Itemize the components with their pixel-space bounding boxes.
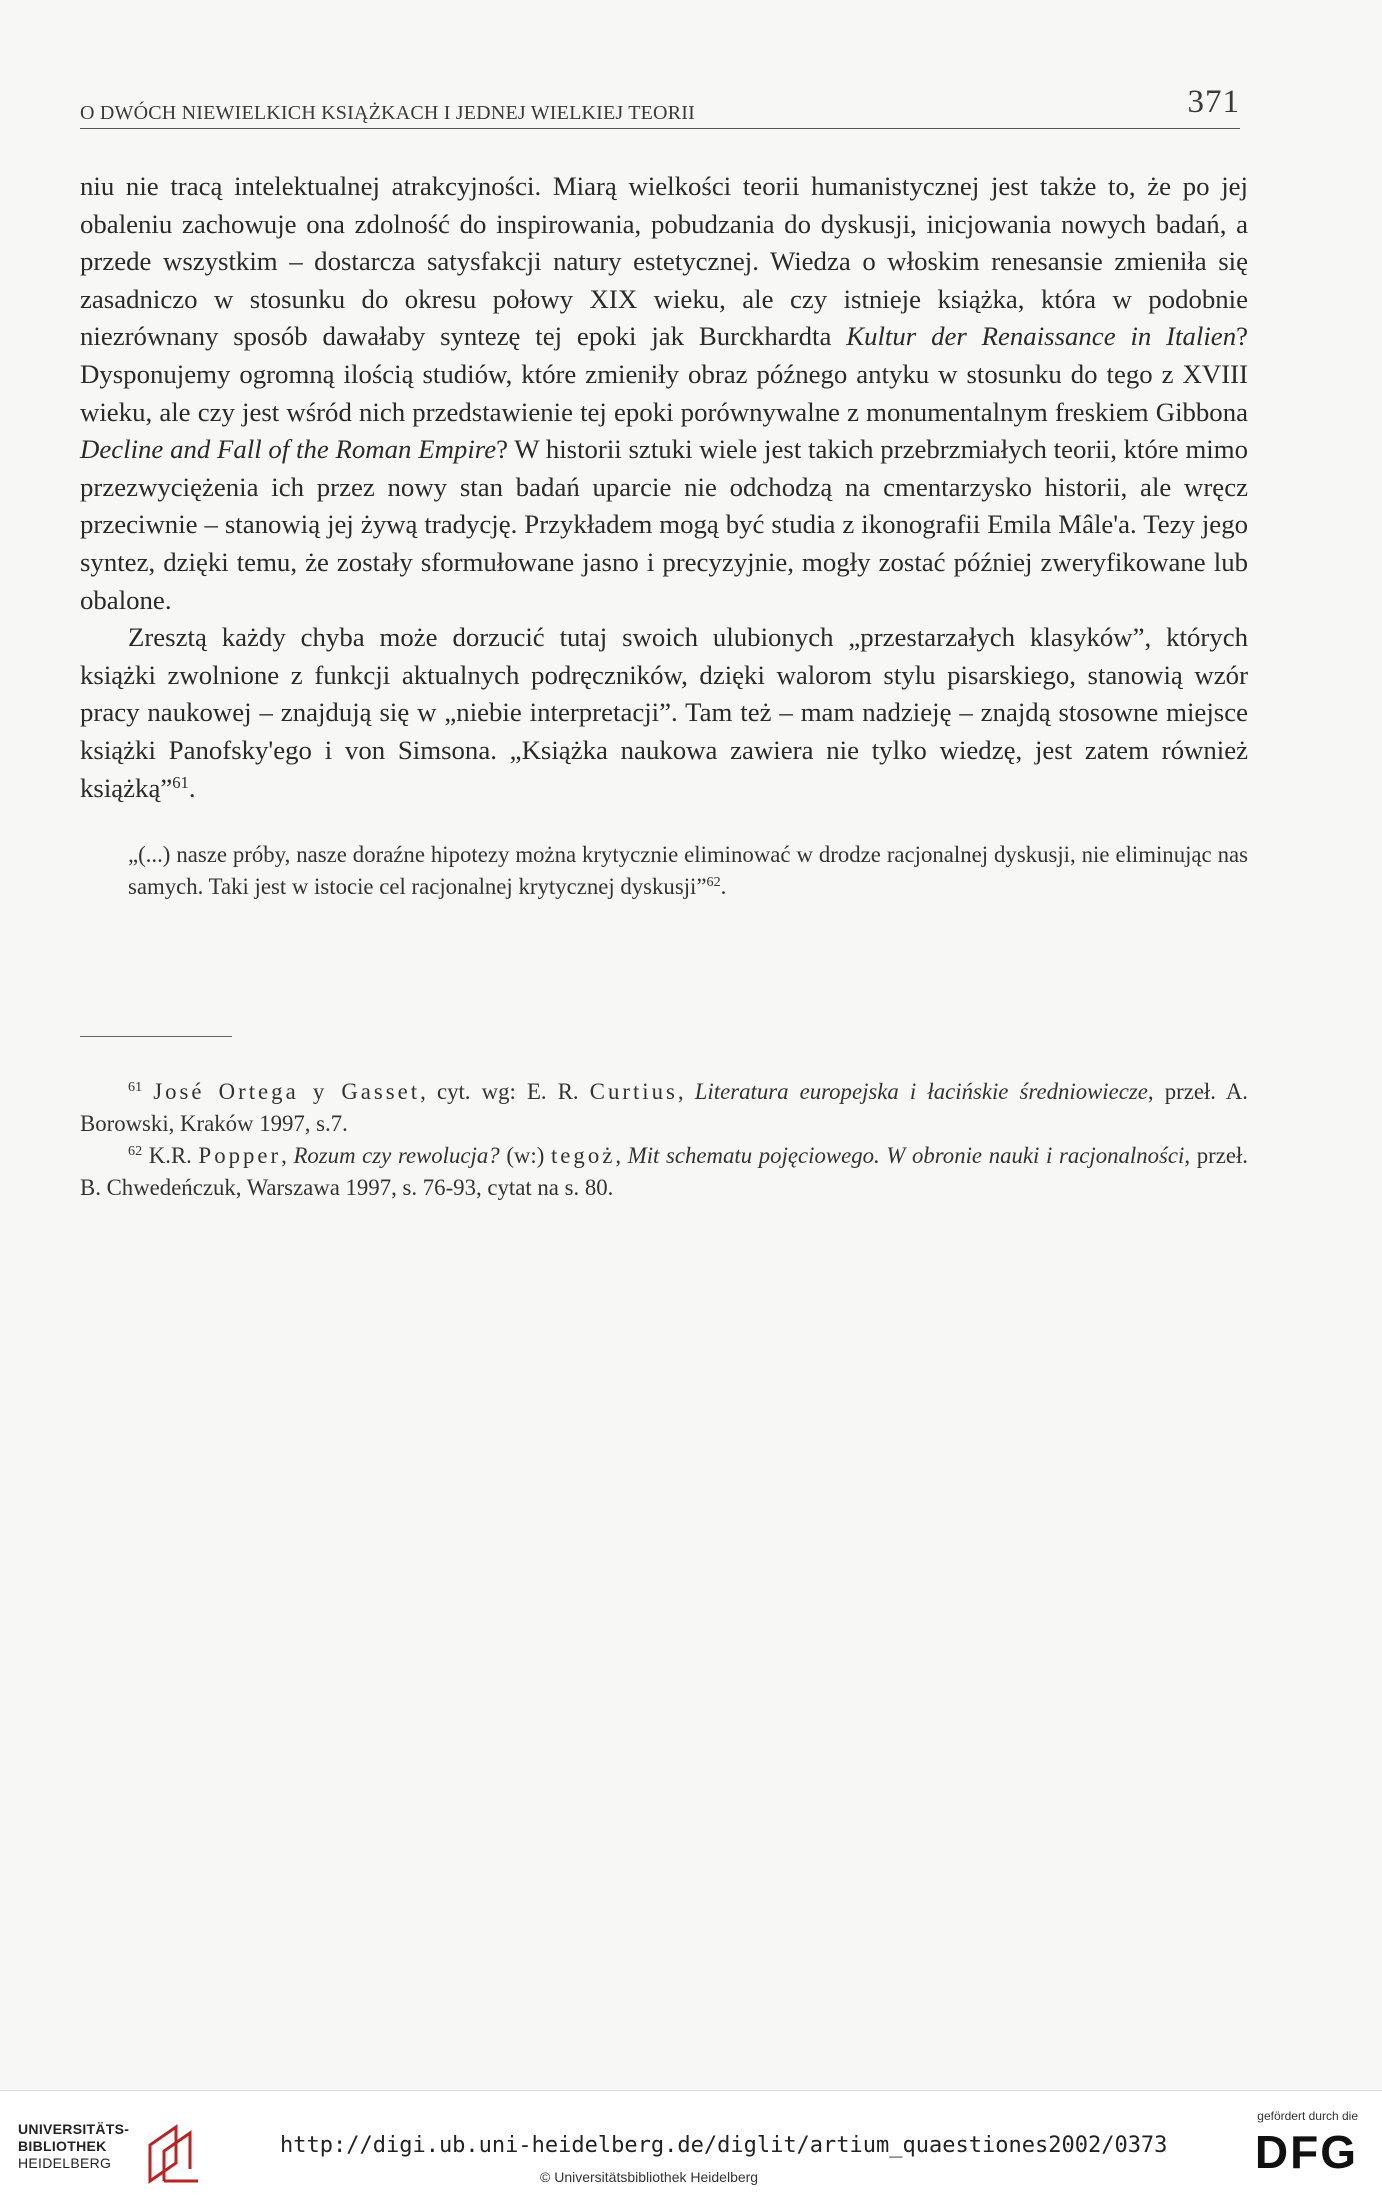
footnote-title: Mit schematu pojęciowego. W obronie nauki i racjonalności — [627, 1143, 1185, 1168]
paragraph-1-text-b: ? Dysponujemy ogromną ilością studiów, które zmieniły obraz późnego antyku w stosunku do tego z XVIII wieku, ale czy jest wśród nich przedstawienie tej epoki porównywalne z monumentalnym freskiem Gibbona — [80, 321, 1248, 427]
page-number: 371 — [1187, 84, 1240, 120]
footnote-text: , przeł. B. Chwedeńczuk, Warszawa 1997, s. 76-93, cytat na s. 80. — [80, 1143, 1248, 1200]
book-title-burckhardt: Kultur der Renaissance in Italien — [846, 321, 1237, 352]
footnote-author: Popper — [198, 1143, 282, 1168]
footnote-author: José Ortega y Gasset — [153, 1079, 421, 1104]
block-quote — [128, 839, 1248, 903]
footnote-author: tegoż — [550, 1143, 616, 1168]
digitization-footer — [0, 2090, 1382, 2198]
paragraph-1-text-c: ? W historii sztuki wiele jest takich przebrzmiałych teorii, które mimo przezwyciężenia ich przez nowy stan badań uparcie nie odchodzą na cmentarzysko historii, ale wręcz przeciwnie – stanowią jej żywą tradycję. Przykładem mogą być studia z ikonografii Emila Mâle'a. Tezy jego syntez, dzięki temu, że zostały sformułowane jasno i precyzyjnie, mogły zostać później zweryfikowane lub obalone. — [80, 434, 1248, 615]
page-header — [80, 84, 1240, 134]
paragraph-2-end: . — [188, 772, 196, 803]
footnote-author: Curtius — [589, 1079, 678, 1104]
header-rule — [80, 128, 1240, 129]
block-quote-end: . — [720, 874, 727, 900]
library-mark-icon — [146, 2123, 202, 2185]
footnote-ref-61[interactable]: 61 — [172, 772, 189, 792]
footnote-ref-62[interactable]: 62 — [706, 874, 721, 891]
paragraph-2 — [80, 619, 1248, 807]
footnote-61 — [80, 1076, 1248, 1140]
permalink[interactable]: http://digi.ub.uni-heidelberg.de/diglit/artium_quaestiones2002/0373 — [280, 2133, 1168, 2158]
footnote-text: K.R. — [148, 1143, 199, 1168]
main-text — [80, 168, 1248, 903]
footnote-number: 61 — [128, 1079, 143, 1096]
library-name-line: UNIVERSITÄTS- — [18, 2121, 130, 2137]
dfg-wordmark: DFG — [1254, 2126, 1358, 2178]
paragraph-2-text: Zresztą każdy chyba może dorzucić tutaj swoich ulubionych „przestarzałych klasyków”, których książki zwolnione z funkcji aktualnych podręczników, dzięki walorom stylu pisarskiego, stanowią wzór pracy naukowej – znajdują się w „niebie interpretacji”. Tam też – mam nadzieję – znajdą stosowne miejsce książki Panofsky'ego i von Simsona. „Książka naukowa zawiera nie tylko wiedzę, jest zatem również książką” — [80, 622, 1248, 803]
running-head: O DWÓCH NIEWIELKICH KSIĄŻKACH I JEDNEJ WIELKIEJ TEORII — [80, 102, 695, 124]
footnote-text: , — [615, 1143, 628, 1168]
footnote-text: , przeł. A. Borowski, Kraków 1997, s.7. — [80, 1079, 1249, 1136]
footnote-text: , cyt. wg: E. R. — [420, 1079, 590, 1104]
footnote-62 — [80, 1140, 1248, 1204]
footnote-title: Rozum czy rewolucja? — [293, 1143, 500, 1168]
footnote-text: (w:) — [499, 1143, 551, 1168]
funded-by-label: gefördert durch die — [1257, 2109, 1358, 2123]
footnotes — [80, 1076, 1248, 1204]
copyright: © Universitätsbibliothek Heidelberg — [540, 2169, 759, 2185]
footnote-text: , — [677, 1079, 695, 1104]
block-quote-text: „(...) nasze próby, nasze doraźne hipotezy można krytycznie eliminować w drodze racjonalnej dyskusji, nie eliminując nas samych. Taki jest w istocie cel racjonalnej krytycznej dyskusji” — [128, 842, 1248, 900]
paragraph-1-text-a: niu nie tracą intelektualnej atrakcyjności. Miarą wielkości teorii humanistycznej jest także to, że po jej obaleniu zachowuje ona zdolność do inspirowania, pobudzania do dyskusji, inicjowania nowych badań, a przede wszystkim – dostarcza satysfakcji natury estetycznej. Wiedza o włoskim renesansie zmieniła się zasadniczo w stosunku do okresu połowy XIX wieku, ale czy istnieje książka, która w podobnie niezrównany sposób dawałaby syntezę tej epoki jak Burckhardta — [80, 171, 1248, 352]
library-logo[interactable] — [18, 2121, 208, 2191]
footnote-rule — [80, 1036, 232, 1037]
dfg-logo[interactable] — [1228, 2109, 1358, 2189]
library-name-line: HEIDELBERG — [18, 2155, 112, 2171]
book-title-gibbon: Decline and Fall of the Roman Empire — [80, 434, 497, 465]
footnote-title: Literatura europejska i łacińskie średniowiecze — [694, 1079, 1148, 1104]
library-name-line: BIBLIOTHEK — [18, 2138, 107, 2154]
footnote-text: , — [281, 1143, 294, 1168]
paragraph-1 — [80, 168, 1248, 619]
footnote-number: 62 — [128, 1143, 143, 1160]
